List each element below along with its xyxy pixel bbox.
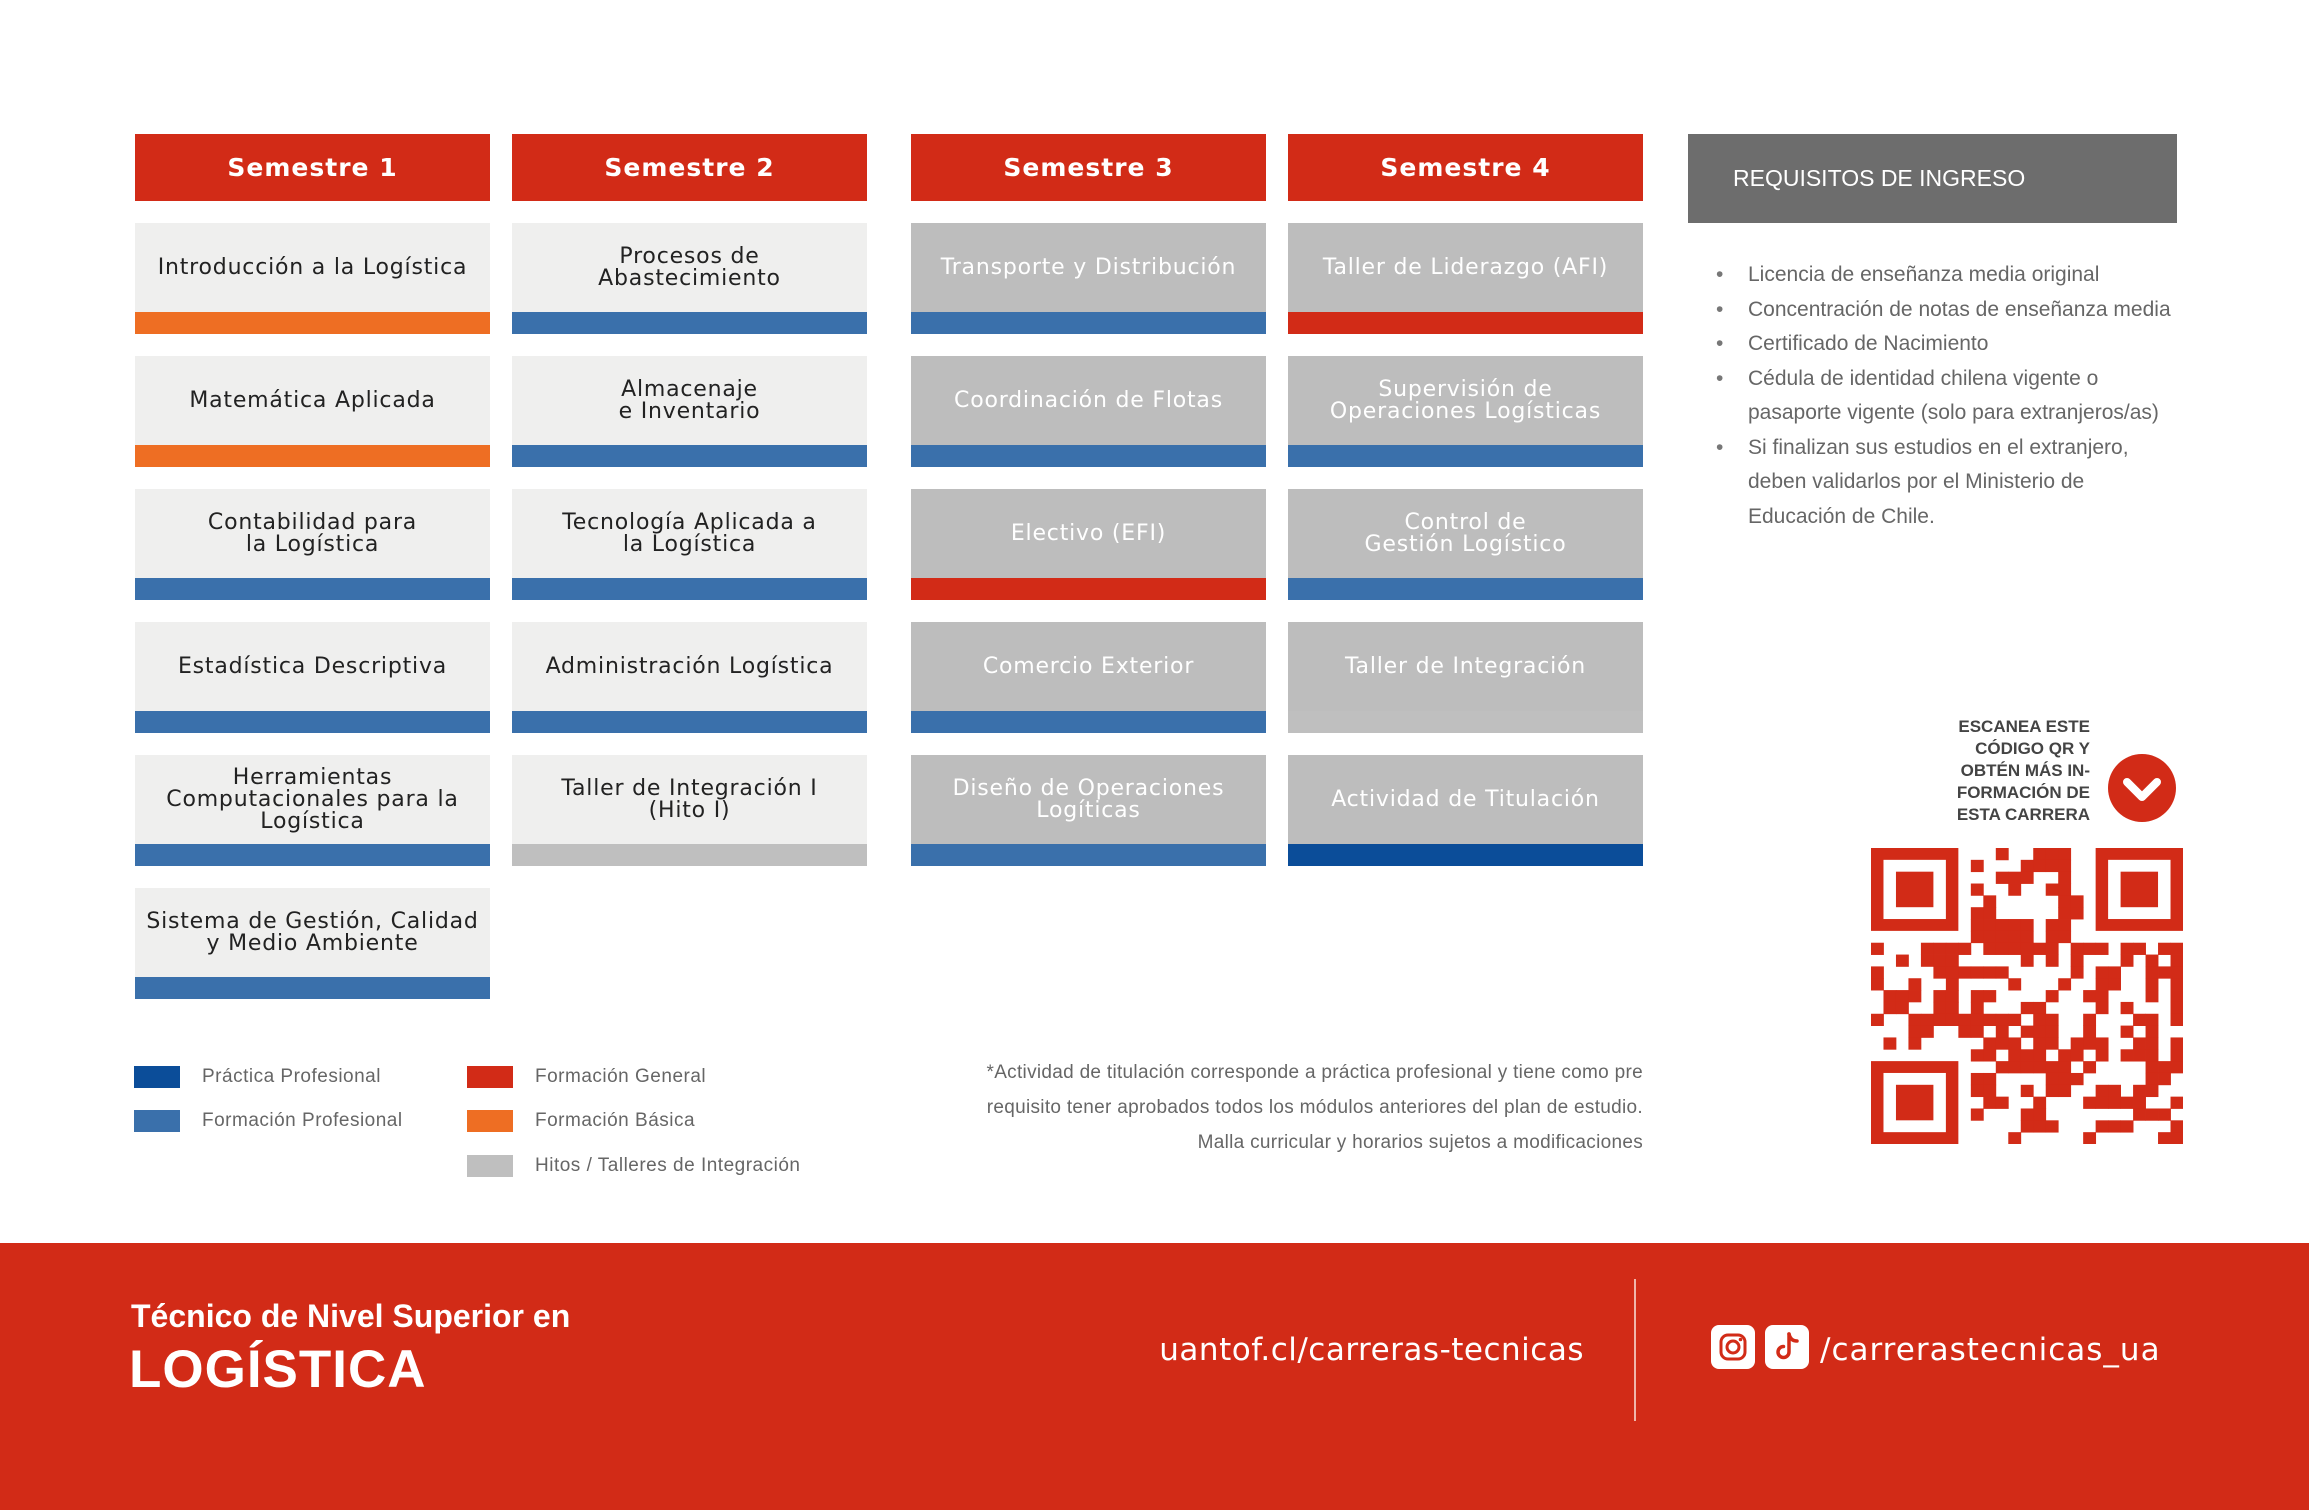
- course-name: Estadística Descriptiva: [135, 622, 490, 711]
- course-card: [911, 223, 1266, 334]
- legend-label: Formación Básica: [535, 1110, 696, 1131]
- legend-swatch: [467, 1066, 513, 1088]
- category-bar: [1288, 844, 1643, 866]
- course-name: Actividad de Titulación: [1288, 755, 1643, 844]
- course-card: [512, 622, 867, 733]
- qr-prompt: [1930, 716, 2090, 826]
- semester-3-header: Semestre 3: [911, 134, 1266, 201]
- category-bar: [135, 977, 490, 999]
- program-title: LOGÍSTICA: [129, 1340, 427, 1399]
- semester-1-header: Semestre 1: [135, 134, 490, 201]
- category-bar: [911, 711, 1266, 733]
- course-card: [911, 489, 1266, 600]
- category-bar: [911, 312, 1266, 334]
- website-link[interactable]: uantof.cl/carreras-tecnicas: [1159, 1332, 1584, 1368]
- footer: [0, 1243, 2309, 1510]
- legend-hitos-talleres: [467, 1155, 800, 1177]
- course-name: Comercio Exterior: [911, 622, 1266, 711]
- semester-4-header: Semestre 4: [1288, 134, 1643, 201]
- course-card: [911, 622, 1266, 733]
- course-name: Contabilidad para la Logística: [135, 489, 490, 578]
- category-bar: [512, 844, 867, 866]
- course-card: [1288, 755, 1643, 866]
- course-name: Administración Logística: [512, 622, 867, 711]
- course-card: [1288, 356, 1643, 467]
- requirements-header: REQUISITOS DE INGRESO: [1688, 134, 2177, 223]
- category-bar: [512, 578, 867, 600]
- requirement-item: • Si finalizan sus estudios en el extranjero, deben validarlos por el Ministerio de Educación de Chile.: [1716, 431, 2176, 535]
- qr-prompt-line: OBTÉN MÁS IN-: [1960, 761, 2090, 780]
- semester-2-header: Semestre 2: [512, 134, 867, 201]
- course-name: Taller de Liderazgo (AFI): [1288, 223, 1643, 312]
- requirement-item: • Cédula de identidad chilena vigente o pasaporte vigente (solo para extranjeros/as): [1716, 362, 2176, 431]
- course-card: [512, 489, 867, 600]
- course-name: Introducción a la Logística: [135, 223, 490, 312]
- category-bar: [135, 578, 490, 600]
- tiktok-icon[interactable]: [1765, 1325, 1809, 1369]
- category-bar: [135, 312, 490, 334]
- course-card: [135, 223, 490, 334]
- qr-code-icon[interactable]: [1871, 848, 2183, 1144]
- course-card: [1288, 223, 1643, 334]
- category-bar: [512, 445, 867, 467]
- program-subtitle: Técnico de Nivel Superior en: [131, 1298, 571, 1334]
- category-bar: [1288, 578, 1643, 600]
- course-card: [1288, 489, 1643, 600]
- legend-swatch: [134, 1110, 180, 1132]
- legend-label: Formación Profesional: [202, 1110, 403, 1131]
- chevron-down-icon: [2108, 754, 2176, 822]
- legend-label: Formación General: [535, 1066, 707, 1087]
- category-bar: [911, 844, 1266, 866]
- course-name: Transporte y Distribución: [911, 223, 1266, 312]
- course-name: Coordinación de Flotas: [911, 356, 1266, 445]
- legend-formacion-general: [467, 1066, 706, 1088]
- legend-swatch: [134, 1066, 180, 1088]
- category-bar: [135, 445, 490, 467]
- category-bar: [1288, 312, 1643, 334]
- course-name: Taller de Integración: [1288, 622, 1643, 711]
- category-bar: [512, 312, 867, 334]
- course-card: [135, 489, 490, 600]
- course-card: [512, 356, 867, 467]
- course-card: [1288, 622, 1643, 733]
- category-bar: [135, 844, 490, 866]
- social-handle[interactable]: /carrerastecnicas_ua: [1820, 1332, 2161, 1368]
- legend-swatch: [467, 1110, 513, 1132]
- category-bar: [1288, 711, 1643, 733]
- course-card: [135, 755, 490, 866]
- footnote: [880, 1055, 1643, 1160]
- requirements-list: [1716, 258, 2176, 534]
- requirement-item: • Certificado de Nacimiento: [1716, 327, 2176, 362]
- legend-swatch: [467, 1155, 513, 1177]
- legend-formacion-basica: [467, 1110, 695, 1132]
- requirement-item: • Concentración de notas de enseñanza media: [1716, 293, 2176, 328]
- course-name: Herramientas Computacionales para la Logística: [135, 755, 490, 844]
- course-name: Diseño de Operaciones Logíticas: [911, 755, 1266, 844]
- footnote-line: requisito tener aprobados todos los módulos anteriores del plan de estudio.: [986, 1097, 1643, 1118]
- course-name: Control de Gestión Logístico: [1288, 489, 1643, 578]
- qr-prompt-line: CÓDIGO QR Y: [1975, 739, 2090, 758]
- legend-label: Hitos / Talleres de Integración: [535, 1155, 801, 1176]
- legend-label: Práctica Profesional: [202, 1066, 381, 1087]
- category-bar: [911, 445, 1266, 467]
- course-card: [911, 356, 1266, 467]
- legend-practica-profesional: [134, 1066, 381, 1088]
- course-card: [911, 755, 1266, 866]
- course-name: Procesos de Abastecimiento: [512, 223, 867, 312]
- course-name: Sistema de Gestión, Calidad y Medio Ambiente: [135, 888, 490, 977]
- course-card: [135, 888, 490, 999]
- course-name: Taller de Integración I (Hito I): [512, 755, 867, 844]
- category-bar: [911, 578, 1266, 600]
- footnote-line: Malla curricular y horarios sujetos a modificaciones: [1197, 1132, 1643, 1153]
- category-bar: [1288, 445, 1643, 467]
- course-name: Matemática Aplicada: [135, 356, 490, 445]
- course-name: Electivo (EFI): [911, 489, 1266, 578]
- footer-divider: [1634, 1279, 1636, 1421]
- course-name: Supervisión de Operaciones Logísticas: [1288, 356, 1643, 445]
- qr-prompt-line: ESCANEA ESTE: [1958, 717, 2090, 736]
- legend-formacion-profesional: [134, 1110, 403, 1132]
- course-card: [135, 622, 490, 733]
- category-bar: [512, 711, 867, 733]
- footnote-line: *Actividad de titulación corresponde a práctica profesional y tiene como pre: [986, 1062, 1643, 1083]
- course-card: [135, 356, 490, 467]
- course-card: [512, 223, 867, 334]
- category-bar: [135, 711, 490, 733]
- course-name: Tecnología Aplicada a la Logística: [512, 489, 867, 578]
- qr-prompt-line: FORMACIÓN DE: [1956, 783, 2090, 802]
- qr-prompt-line: ESTA CARRERA: [1956, 805, 2090, 824]
- course-name: Almacenaje e Inventario: [512, 356, 867, 445]
- course-card: [512, 755, 867, 866]
- instagram-icon[interactable]: [1711, 1325, 1755, 1369]
- requirement-item: • Licencia de enseñanza media original: [1716, 258, 2176, 293]
